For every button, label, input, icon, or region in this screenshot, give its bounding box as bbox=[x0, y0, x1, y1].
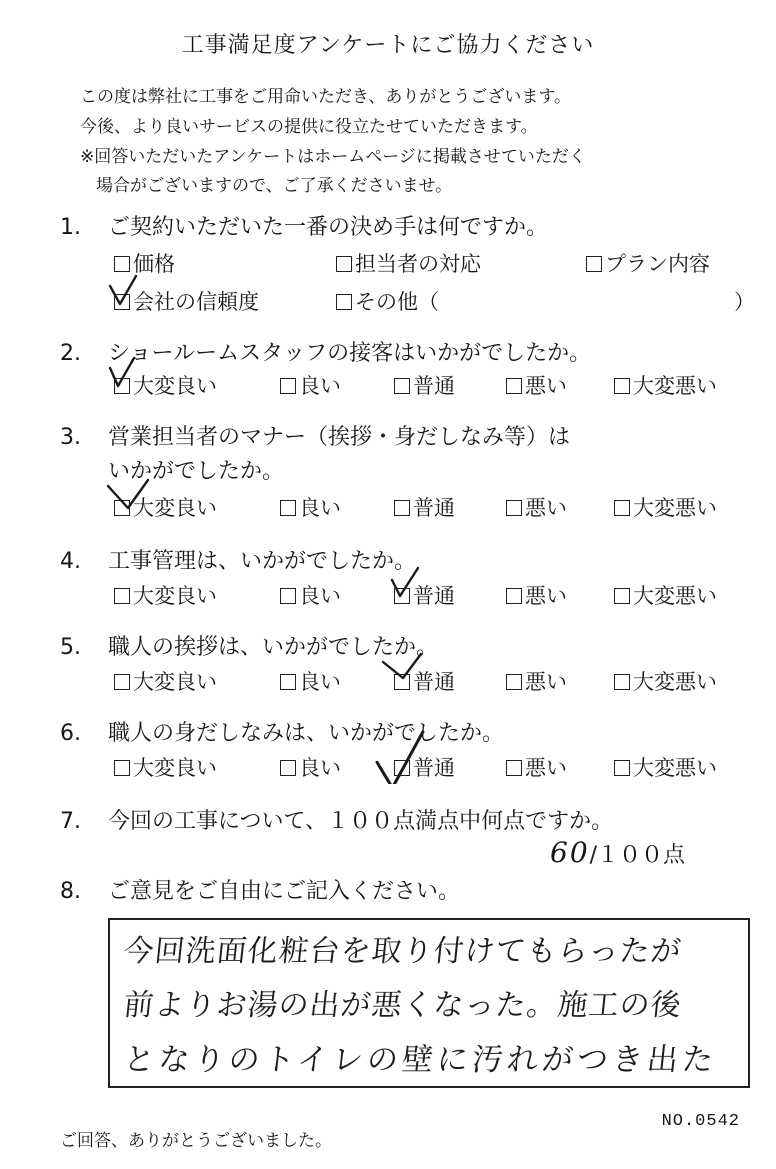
checkbox-icon[interactable] bbox=[280, 500, 296, 516]
intro-line-3: ※回答いただいたアンケートはホームページに掲載させていただく bbox=[80, 147, 586, 167]
checkbox-icon[interactable] bbox=[114, 674, 130, 690]
q6-option-very-good[interactable]: 大変良い bbox=[114, 752, 217, 782]
checkbox-icon[interactable] bbox=[506, 760, 522, 776]
checkbox-icon[interactable] bbox=[614, 500, 630, 516]
q5-option-very-good[interactable]: 大変良い bbox=[114, 666, 217, 696]
question-3: 3. 営業担当者のマナー（挨拶・身だしなみ等）は bbox=[60, 425, 571, 450]
checkbox-icon[interactable] bbox=[336, 256, 352, 272]
q2-option-good[interactable]: 良い bbox=[280, 370, 341, 400]
question-1 bbox=[60, 210, 548, 241]
q6-option-very-bad[interactable]: 大変悪い bbox=[614, 752, 717, 782]
intro-line-2: 今後、より良いサービスの提供に役立たせていただきます。 bbox=[80, 117, 538, 137]
checkbox-icon[interactable] bbox=[614, 588, 630, 604]
q4-option-good[interactable]: 良い bbox=[280, 580, 341, 610]
checkbox-icon[interactable] bbox=[506, 588, 522, 604]
q2-option-bad[interactable]: 悪い bbox=[506, 370, 567, 400]
q6-option-bad[interactable]: 悪い bbox=[506, 752, 567, 782]
q7-score-suffix: /１００点 bbox=[589, 843, 686, 868]
question-6-text: 職人の身だしなみは、いかがでしたか。 bbox=[108, 721, 505, 746]
checkbox-icon[interactable] bbox=[506, 500, 522, 516]
comment-line-3: となりのトイレの壁に汚れがつき出た bbox=[121, 1042, 719, 1078]
q2-option-very-good[interactable]: 大変良い bbox=[114, 370, 217, 400]
q3-option-average[interactable]: 普通 bbox=[394, 492, 455, 522]
question-7: 7. 今回の工事について、１００点満点中何点ですか。 bbox=[60, 809, 614, 834]
q1-option-price[interactable]: 価格 bbox=[114, 248, 175, 278]
comment-box[interactable] bbox=[108, 918, 750, 1088]
q7-score-handwritten: 60 bbox=[550, 836, 590, 869]
q6-option-good[interactable]: 良い bbox=[280, 752, 341, 782]
checkbox-icon[interactable] bbox=[614, 760, 630, 776]
question-8: 8. ご意見をご自由にご記入ください。 bbox=[60, 879, 461, 904]
q6-option-average[interactable]: 普通 bbox=[394, 752, 455, 782]
checkbox-icon[interactable] bbox=[614, 674, 630, 690]
intro-line-1: この度は弊社に工事をご用命いただき、ありがとうございます。 bbox=[80, 87, 571, 107]
question-1-number: 1. bbox=[60, 215, 81, 240]
checkbox-icon[interactable] bbox=[280, 674, 296, 690]
checkbox-icon[interactable] bbox=[506, 378, 522, 394]
checkbox-icon[interactable] bbox=[114, 588, 130, 604]
q7-score-field[interactable] bbox=[550, 836, 685, 869]
question-4-text: 工事管理は、いかがでしたか。 bbox=[108, 549, 417, 574]
q3-option-very-bad[interactable]: 大変悪い bbox=[614, 492, 717, 522]
thank-you-footer: ご回答、ありがとうございました。 bbox=[60, 1131, 332, 1151]
checkbox-icon[interactable] bbox=[114, 256, 130, 272]
checkbox-icon[interactable] bbox=[394, 588, 410, 604]
q3-option-very-good[interactable]: 大変良い bbox=[114, 492, 217, 522]
checkbox-icon[interactable] bbox=[114, 500, 130, 516]
q1-option-other[interactable]: その他（ bbox=[336, 286, 439, 316]
comment-line-1: 今回洗面化粧台を取り付けてもらったが bbox=[121, 934, 684, 969]
question-3-text: 営業担当者のマナー（挨拶・身だしなみ等）は bbox=[108, 425, 571, 450]
checkbox-icon[interactable] bbox=[586, 256, 602, 272]
question-2: 2. ショールームスタッフの接客はいかがでしたか。 bbox=[60, 341, 592, 366]
checkbox-icon[interactable] bbox=[614, 378, 630, 394]
checkbox-icon[interactable] bbox=[394, 760, 410, 776]
q4-option-very-bad[interactable]: 大変悪い bbox=[614, 580, 717, 610]
q2-option-average[interactable]: 普通 bbox=[394, 370, 455, 400]
comment-line-2: 前よりお湯の出が悪くなった。施工の後 bbox=[121, 988, 684, 1023]
question-4: 4. 工事管理は、いかがでしたか。 bbox=[60, 549, 417, 574]
question-5-text: 職人の挨拶は、いかがでしたか。 bbox=[108, 635, 439, 660]
survey-title: 工事満足度アンケートにご協力ください bbox=[181, 33, 595, 58]
q5-option-good[interactable]: 良い bbox=[280, 666, 341, 696]
checkbox-icon[interactable] bbox=[114, 760, 130, 776]
q2-option-very-bad[interactable]: 大変悪い bbox=[614, 370, 717, 400]
intro-line-4: 場合がございますので、ご了承くださいませ。 bbox=[96, 176, 453, 196]
q4-option-bad[interactable]: 悪い bbox=[506, 580, 567, 610]
checkbox-icon[interactable] bbox=[394, 674, 410, 690]
checkbox-icon[interactable] bbox=[336, 294, 352, 310]
q1-option-staff[interactable]: 担当者の対応 bbox=[336, 248, 481, 278]
question-8-text: ご意見をご自由にご記入ください。 bbox=[108, 879, 461, 904]
checkbox-icon[interactable] bbox=[114, 378, 130, 394]
form-number: NO.0542 bbox=[661, 1112, 740, 1131]
q5-option-very-bad[interactable]: 大変悪い bbox=[614, 666, 717, 696]
question-6: 6. 職人の身だしなみは、いかがでしたか。 bbox=[60, 721, 505, 746]
checkbox-icon[interactable] bbox=[394, 500, 410, 516]
question-2-text: ショールームスタッフの接客はいかがでしたか。 bbox=[108, 341, 592, 366]
q4-option-average[interactable]: 普通 bbox=[394, 580, 455, 610]
question-7-text: 今回の工事について、１００点満点中何点ですか。 bbox=[108, 809, 614, 834]
question-3-text-line-2: いかがでしたか。 bbox=[108, 459, 285, 484]
q4-option-very-good[interactable]: 大変良い bbox=[114, 580, 217, 610]
q1-option-plan[interactable]: プラン内容 bbox=[586, 248, 710, 278]
q5-option-bad[interactable]: 悪い bbox=[506, 666, 567, 696]
question-5: 5. 職人の挨拶は、いかがでしたか。 bbox=[60, 635, 439, 660]
q3-option-bad[interactable]: 悪い bbox=[506, 492, 567, 522]
q1-option-trust[interactable]: 会社の信頼度 bbox=[114, 286, 259, 316]
checkbox-icon[interactable] bbox=[280, 588, 296, 604]
checkbox-icon[interactable] bbox=[394, 378, 410, 394]
checkbox-icon[interactable] bbox=[280, 378, 296, 394]
question-1-text: ご契約いただいた一番の決め手は何ですか。 bbox=[108, 215, 549, 240]
q1-other-close-paren: ） bbox=[734, 290, 755, 314]
q3-option-good[interactable]: 良い bbox=[280, 492, 341, 522]
checkbox-icon[interactable] bbox=[280, 760, 296, 776]
q5-option-average[interactable]: 普通 bbox=[394, 666, 455, 696]
checkbox-icon[interactable] bbox=[506, 674, 522, 690]
checkbox-icon[interactable] bbox=[114, 294, 130, 310]
